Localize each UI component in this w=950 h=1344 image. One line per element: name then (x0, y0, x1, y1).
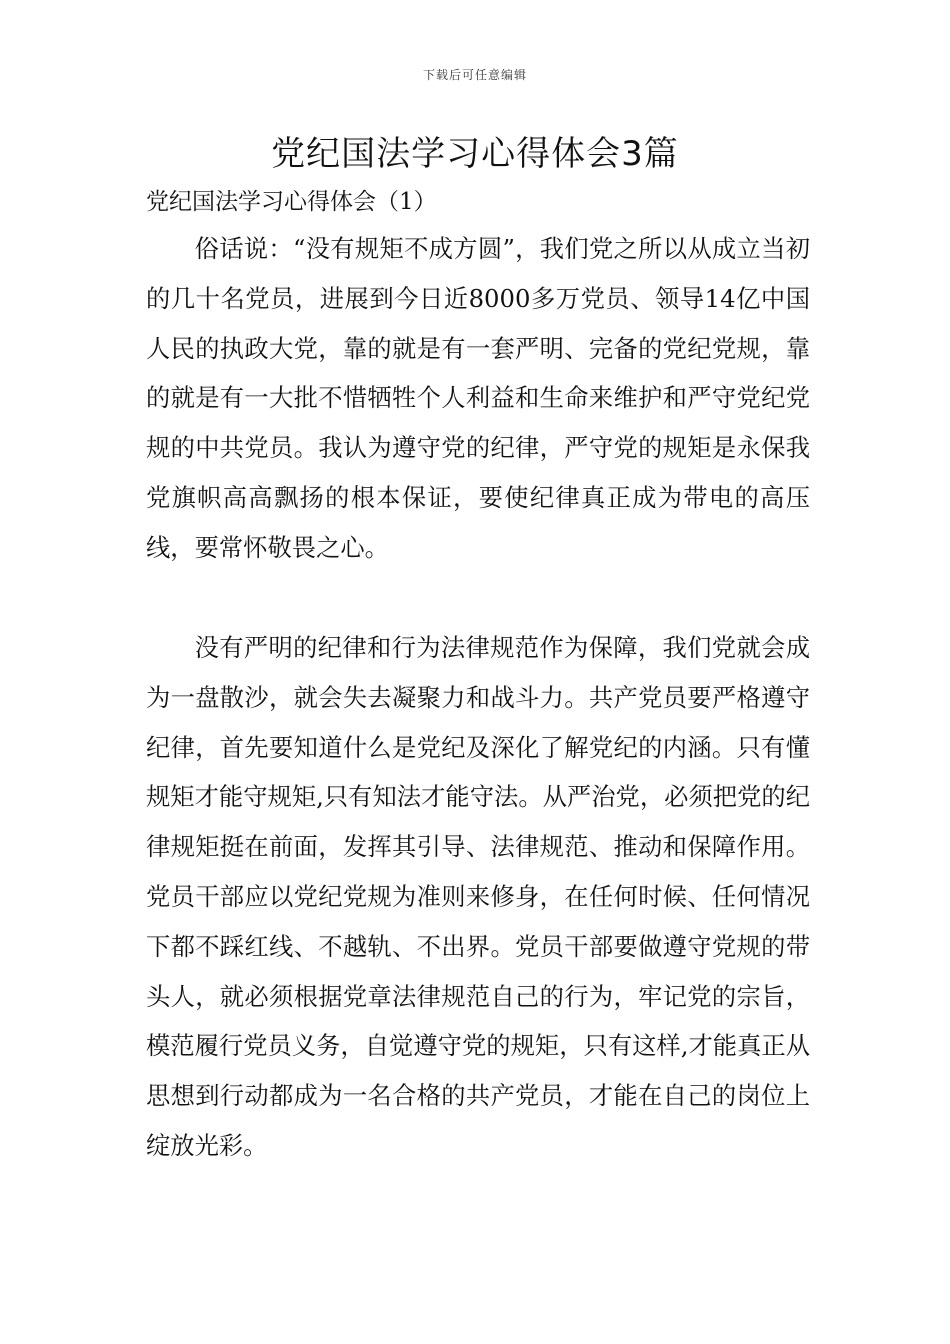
section-heading: 党纪国法学习心得体会（1） (146, 189, 437, 215)
document-title: 党纪国法学习心得体会3篇 (271, 134, 679, 174)
header-note: 下载后可任意编辑 (422, 68, 527, 82)
paragraph-2: 没有严明的纪律和行为法律规范作为保障，我们党就会成为一盘散沙，就会失去凝聚力和战斗力。共产党员要严格遵守纪律，首先要知道什么是党纪及深化了解党纪的内涵。只有懂规矩才能守规矩,只有知法才能守法。从严治党，必须把党的纪律规矩挺在前面，发挥其引导、法律规范、推动和保障作用。党员干部应以党纪党规为准则来修身，在任何时候、任何情况下都不踩红线、不越轨、不出界。党员干部要做遵守党规的带头人，就必须根据党章法律规范自己的行为，牢记党的宗旨，模范履行党员义务，自觉遵守党的规矩，只有这样,才能真正从思想到行动都成为一名合格的共产党员，才能在自己的岗位上绽放光彩。 (146, 633, 810, 1160)
paragraph-1: 俗话说：“没有规矩不成方圆”，我们党之所以从成立当初的几十名党员，进展到今日近8000多万党员、领导14亿中国人民的执政大党，靠的就是有一套严明、完备的党纪党规，靠的就是有一大批不惜牺牲个人利益和生命来维护和严守党纪党规的中共党员。我认为遵守党的纪律，严守党的规矩是永保我党旗帜高高飘扬的根本保证，要使纪律真正成为带电的高压线，要常怀敬畏之心。 (146, 234, 810, 562)
